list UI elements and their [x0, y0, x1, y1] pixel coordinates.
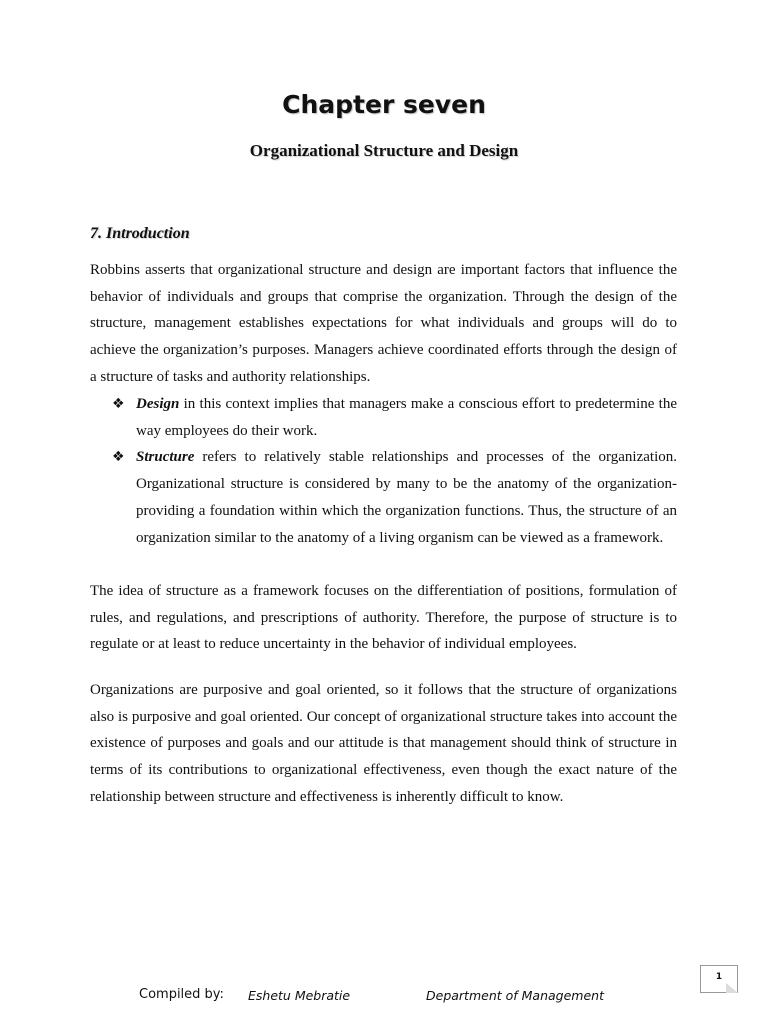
intro-paragraph: Robbins asserts that organizational structure and design are important factors that influence the behavior of individuals and groups that comprise the organization. Through the design of the structure, management establishes expectations for what individuals and groups will do to achieve the organization’s purposes. Managers achieve coordinated efforts through the design of a structure of tasks and authority relationships.	[90, 262, 677, 385]
chapter-title: Chapter seven	[282, 90, 486, 119]
term-structure: Structure	[136, 449, 195, 466]
purposive-paragraph: Organizations are purposive and goal oriented, so it follows that the structure of organizations also is purposive and goal oriented. Our concept of organizational structure takes into account the existence of purposes and goals and our attitude is that management should think of structure in terms of its contributions to organizational effectiveness, even though the exact nature of the relationship between structure and effectiveness is inherently difficult to know.	[90, 682, 677, 805]
list-item	[110, 391, 677, 444]
chapter-subtitle: Organizational Structure and Design	[249, 141, 519, 160]
footer-compiled-label: Compiled by:	[139, 987, 224, 1002]
page-footer	[0, 987, 768, 1009]
term-design: Design	[136, 396, 180, 412]
diamond-bullet-icon: ❖	[112, 396, 125, 412]
list-item	[110, 444, 677, 551]
definition-text: in this context implies that managers make a conscious effort to predetermine the way employees do their work.	[136, 396, 677, 439]
footer-department: Department of Management	[426, 988, 604, 1003]
section-heading: 7. Introduction	[90, 225, 190, 242]
footer-author: Eshetu Mebratie	[248, 988, 351, 1003]
diamond-bullet-icon: ❖	[112, 449, 125, 466]
definition-list	[110, 391, 677, 551]
page-number: 1	[715, 972, 723, 982]
framework-paragraph: The idea of structure as a framework focuses on the differentiation of positions, formulation of rules, and regulations, and prescriptions of authority. Therefore, the purpose of structure is to regulate or at least to reduce uncertainty in the behavior of individual employees.	[90, 583, 677, 653]
definition-text: refers to relatively stable relationships and processes of the organization. Organizational structure is considered by many to be the anatomy of the organization-providing a foundation within which the organization functions. Thus, the structure of an organization similar to the anatomy of a living organism can be viewed as a framework.	[136, 449, 677, 546]
